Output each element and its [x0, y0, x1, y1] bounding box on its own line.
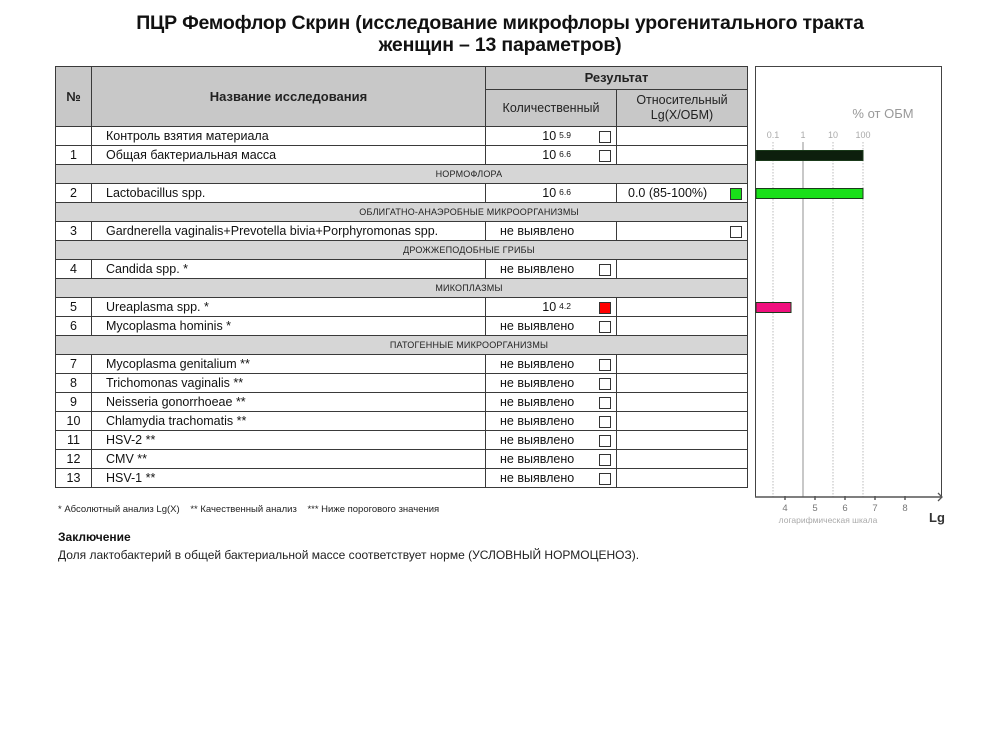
power-exponent: 6.6: [559, 187, 571, 197]
relative-cell: [617, 412, 748, 431]
test-name: Mycoplasma hominis *: [92, 317, 486, 336]
percent-tick-label: 10: [827, 129, 838, 140]
quantitative-cell: [486, 184, 617, 203]
row-number: [56, 127, 92, 146]
test-name: Lactobacillus spp.: [92, 184, 486, 203]
relative-cell: [617, 184, 748, 203]
test-name: Candida spp. *: [92, 260, 486, 279]
quantitative-text: не выявлено: [500, 376, 575, 390]
header-name: Название исследования: [92, 67, 486, 127]
title-line-1: ПЦР Фемофлор Скрин (исследование микрофлоры урогенитального тракта: [136, 12, 864, 34]
header-quantitative: Количественный: [486, 90, 617, 127]
table-row: [56, 127, 748, 146]
empty-indicator-icon: [599, 264, 611, 276]
chart-svg: [755, 66, 945, 536]
quantitative-cell: [486, 260, 617, 279]
row-number: 2: [56, 184, 92, 203]
x-tick-label: 4: [781, 502, 788, 514]
group-row: [56, 279, 748, 298]
relative-cell: [617, 127, 748, 146]
chart-title: % от ОБМ: [851, 105, 914, 121]
relative-cell: [617, 355, 748, 374]
quantitative-cell: [486, 412, 617, 431]
results-table: [55, 66, 748, 488]
red-indicator-icon: [599, 302, 611, 314]
empty-indicator-icon: [599, 397, 611, 409]
test-name: Mycoplasma genitalium **: [92, 355, 486, 374]
row-number: 6: [56, 317, 92, 336]
bar-3: [756, 188, 863, 198]
quantitative-text: не выявлено: [500, 395, 575, 409]
row-number: 5: [56, 298, 92, 317]
group-row: [56, 165, 748, 184]
quantitative-cell: [486, 469, 617, 488]
quantitative-cell: [486, 374, 617, 393]
quantitative-cell: [486, 298, 617, 317]
test-name: CMV **: [92, 450, 486, 469]
footnote-absolute: * Абсолютный анализ Lg(X): [58, 504, 180, 515]
bar-1: [756, 150, 863, 160]
table-row: [56, 450, 748, 469]
row-number: 3: [56, 222, 92, 241]
quantitative-text: не выявлено: [500, 433, 575, 447]
table-row: [56, 184, 748, 203]
x-tick-label: 6: [841, 502, 848, 514]
x-tick-label: 5: [811, 502, 818, 514]
empty-indicator-icon: [599, 473, 611, 485]
table-row: [56, 412, 748, 431]
power-exponent: 4.2: [559, 301, 571, 311]
quantitative-text: не выявлено: [500, 414, 575, 428]
group-row: [56, 203, 748, 222]
table-row: [56, 431, 748, 450]
percent-tick-label: 1: [799, 129, 806, 140]
quantitative-cell: [486, 317, 617, 336]
footnote: [58, 504, 447, 515]
test-name: Chlamydia trachomatis **: [92, 412, 486, 431]
relative-cell: [617, 374, 748, 393]
empty-indicator-icon: [599, 150, 611, 162]
page-title: [0, 12, 1000, 56]
x-axis-label: логарифмическая шкала: [778, 514, 877, 525]
x-tick-label: 8: [901, 502, 908, 514]
relative-cell: [617, 469, 748, 488]
group-label: ОБЛИГАТНО-АНАЭРОБНЫЕ МИКРООРГАНИЗМЫ: [56, 203, 748, 222]
header-relative: [617, 90, 748, 127]
test-name: Gardnerella vaginalis+Prevotella bivia+Porphyromonas spp.: [92, 222, 486, 241]
power-base: 10: [542, 148, 557, 162]
results-body: [56, 127, 748, 488]
table-row: [56, 222, 748, 241]
quantitative-cell: [486, 393, 617, 412]
relative-value: 0.0 (85-100%): [628, 186, 708, 200]
relative-cell: [617, 298, 748, 317]
x-tick-label: 7: [871, 502, 878, 514]
title-line-2: женщин – 13 параметров): [378, 34, 622, 56]
relative-cell: [617, 450, 748, 469]
quantitative-text: не выявлено: [500, 471, 575, 485]
quantitative-value: [542, 184, 571, 203]
test-name: Neisseria gonorrhoeae **: [92, 393, 486, 412]
quantitative-text: не выявлено: [500, 357, 575, 371]
table-row: [56, 374, 748, 393]
percent-tick-label: 100: [854, 129, 871, 140]
header-result: Результат: [486, 67, 748, 90]
quantitative-text: не выявлено: [500, 452, 575, 466]
test-name: Контроль взятия материала: [92, 127, 486, 146]
footnote-threshold: *** Ниже порогового значения: [307, 504, 440, 515]
quantitative-value: [542, 146, 571, 165]
footnote-qualitative: ** Качественный анализ: [190, 504, 297, 515]
percent-tick-label: 0.1: [766, 129, 779, 140]
group-label: НОРМОФЛОРА: [56, 165, 748, 184]
empty-indicator-icon: [599, 454, 611, 466]
quantitative-cell: [486, 146, 617, 165]
empty-indicator-icon: [599, 378, 611, 390]
table-row: [56, 317, 748, 336]
empty-indicator-icon: [599, 416, 611, 428]
row-number: 13: [56, 469, 92, 488]
table-row: [56, 469, 748, 488]
power-base: 10: [542, 186, 557, 200]
power-exponent: 5.9: [559, 130, 571, 140]
row-number: 11: [56, 431, 92, 450]
row-number: 4: [56, 260, 92, 279]
power-base: 10: [542, 129, 557, 143]
group-label: МИКОПЛАЗМЫ: [56, 279, 748, 298]
table-row: [56, 298, 748, 317]
relative-cell: [617, 222, 748, 241]
quantitative-text: не выявлено: [500, 262, 575, 276]
relative-cell: [617, 317, 748, 336]
quantitative-value: [542, 298, 571, 317]
relative-cell: [617, 393, 748, 412]
empty-indicator-icon: [599, 435, 611, 447]
group-label: ДРОЖЖЕПОДОБНЫЕ ГРИБЫ: [56, 241, 748, 260]
bar-9: [756, 302, 791, 312]
power-exponent: 6.6: [559, 149, 571, 159]
row-number: 10: [56, 412, 92, 431]
empty-indicator-icon: [599, 321, 611, 333]
table-row: [56, 355, 748, 374]
row-number: 12: [56, 450, 92, 469]
empty-indicator-icon: [599, 359, 611, 371]
conclusion-heading: Заключение: [58, 530, 131, 544]
group-label: ПАТОГЕННЫЕ МИКРООРГАНИЗМЫ: [56, 336, 748, 355]
header-relative-line1: Относительный: [636, 93, 728, 107]
relative-cell: [617, 146, 748, 165]
test-name: HSV-2 **: [92, 431, 486, 450]
empty-indicator-icon: [599, 131, 611, 143]
test-name: HSV-1 **: [92, 469, 486, 488]
test-name: Ureaplasma spp. *: [92, 298, 486, 317]
row-number: 1: [56, 146, 92, 165]
quantitative-cell: [486, 222, 617, 241]
relative-cell: [617, 260, 748, 279]
chart-panel: [755, 66, 945, 525]
power-base: 10: [542, 300, 557, 314]
quantitative-cell: [486, 127, 617, 146]
test-name: Общая бактериальная масса: [92, 146, 486, 165]
quantitative-cell: [486, 450, 617, 469]
row-number: 8: [56, 374, 92, 393]
quantitative-value: [542, 127, 571, 146]
quantitative-cell: [486, 355, 617, 374]
group-row: [56, 241, 748, 260]
empty-indicator-icon: [730, 226, 742, 238]
conclusion-text: Доля лактобактерий в общей бактериальной массе соответствует норме (УСЛОВНЫЙ НОРМОЦЕНОЗ).: [58, 548, 640, 562]
green-indicator-icon: [730, 188, 742, 200]
relative-cell: [617, 431, 748, 450]
test-name: Trichomonas vaginalis **: [92, 374, 486, 393]
axis-unit-label: Lg: [928, 509, 945, 525]
header-num: №: [56, 67, 92, 127]
header-relative-line2: Lg(X/ОБМ): [650, 108, 714, 122]
quantitative-text: не выявлено: [500, 224, 575, 238]
group-row: [56, 336, 748, 355]
table-row: [56, 260, 748, 279]
table-row: [56, 146, 748, 165]
quantitative-text: не выявлено: [500, 319, 575, 333]
row-number: 7: [56, 355, 92, 374]
table-row: [56, 393, 748, 412]
row-number: 9: [56, 393, 92, 412]
quantitative-cell: [486, 431, 617, 450]
